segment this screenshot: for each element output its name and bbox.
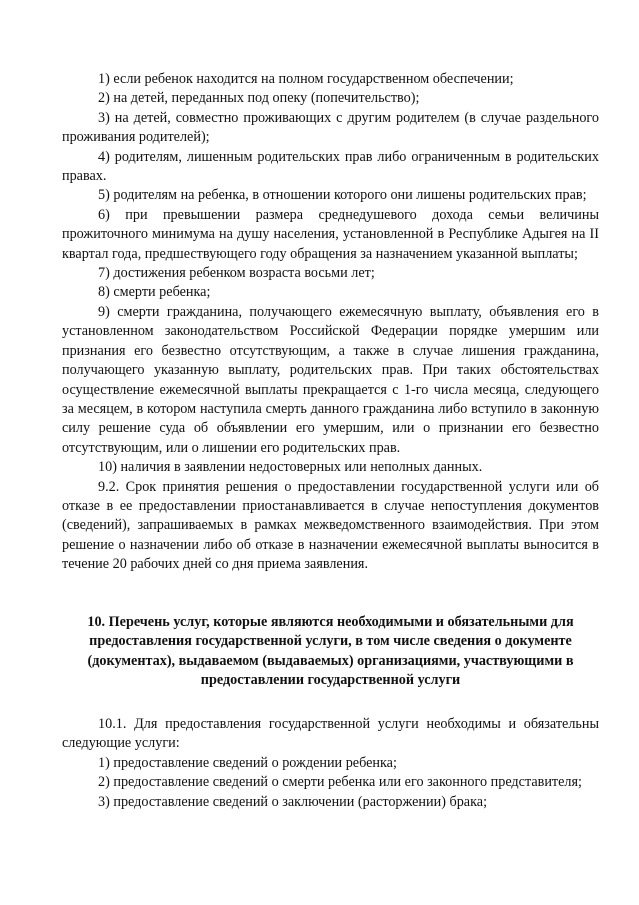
list-item: 1) предоставление сведений о рождении ребенка;: [98, 754, 397, 771]
list-item: 7) достижения ребенком возраста восьми лет;: [98, 265, 375, 282]
list-item: 3) на детей, совместно проживающих с другим родителем (в случае раздельного проживания родителей);: [62, 109, 599, 146]
list-item: 4) родителям, лишенным родительских прав либо ограниченным в родительских правах.: [62, 148, 599, 185]
paragraph-10-1: 10.1. Для предоставления государственной услуги необходимы и обязательны следующие услуги:: [62, 715, 599, 752]
list-item: 10) наличия в заявлении недостоверных или неполных данных.: [98, 459, 483, 476]
list-item: 9) смерти гражданина, получающего ежемесячную выплату, объявления его в установленном законодательством Российской Федерации порядке умершим или признания его безвестно отсутствующим, а также в случае лишения гражданина, получающего указанную выплату, родительских прав. При таких обстоятельствах осуществление ежемесячной выплаты прекращается с 1-го числа месяца, следующего за месяцем, в котором наступила смерть данного гражданина либо вступило в законную силу решение суда об объявлении его умершим, или о признании его безвестно отсутствующим, или о лишении его родительских прав.: [62, 303, 599, 456]
list-item: 6) при превышении размера среднедушевого дохода семьи величины прожиточного минимума на душу населения, установленной в Республике Адыгея на II квартал года, предшествующего году обращения за назначением указанной выплаты;: [62, 206, 599, 262]
list-item: 2) на детей, переданных под опеку (попечительство);: [98, 90, 420, 107]
section-title: 10. Перечень услуг, которые являются необходимыми и обязательными для предоставления государственной услуги, в том числе сведения о документе (документах), выдаваемом (выдаваемых) организациями, участвующими в предоставлении государственной услуги: [87, 613, 574, 689]
list-item: 8) смерти ребенка;: [98, 284, 211, 301]
list-item: 3) предоставление сведений о заключении (расторжении) брака;: [98, 793, 488, 810]
list-item: 5) родителям на ребенка, в отношении которого они лишены родительских прав;: [98, 187, 587, 204]
list-item: 2) предоставление сведений о смерти ребенка или его законного представителя;: [98, 774, 582, 791]
paragraph-9-2: 9.2. Срок принятия решения о предоставлении государственной услуги или об отказе в ее предоставлении приостанавливается в случае непоступления документов (сведений), запрашиваемых в рамках межведомственного взаимодействия. При этом решение о назначении либо об отказе в назначении ежемесячной выплаты выносится в течение 20 рабочих дней со дня приема заявления.: [62, 478, 599, 573]
list-item: 1) если ребенок находится на полном государственном обеспечении;: [98, 71, 514, 87]
document-body: [62, 70, 599, 812]
